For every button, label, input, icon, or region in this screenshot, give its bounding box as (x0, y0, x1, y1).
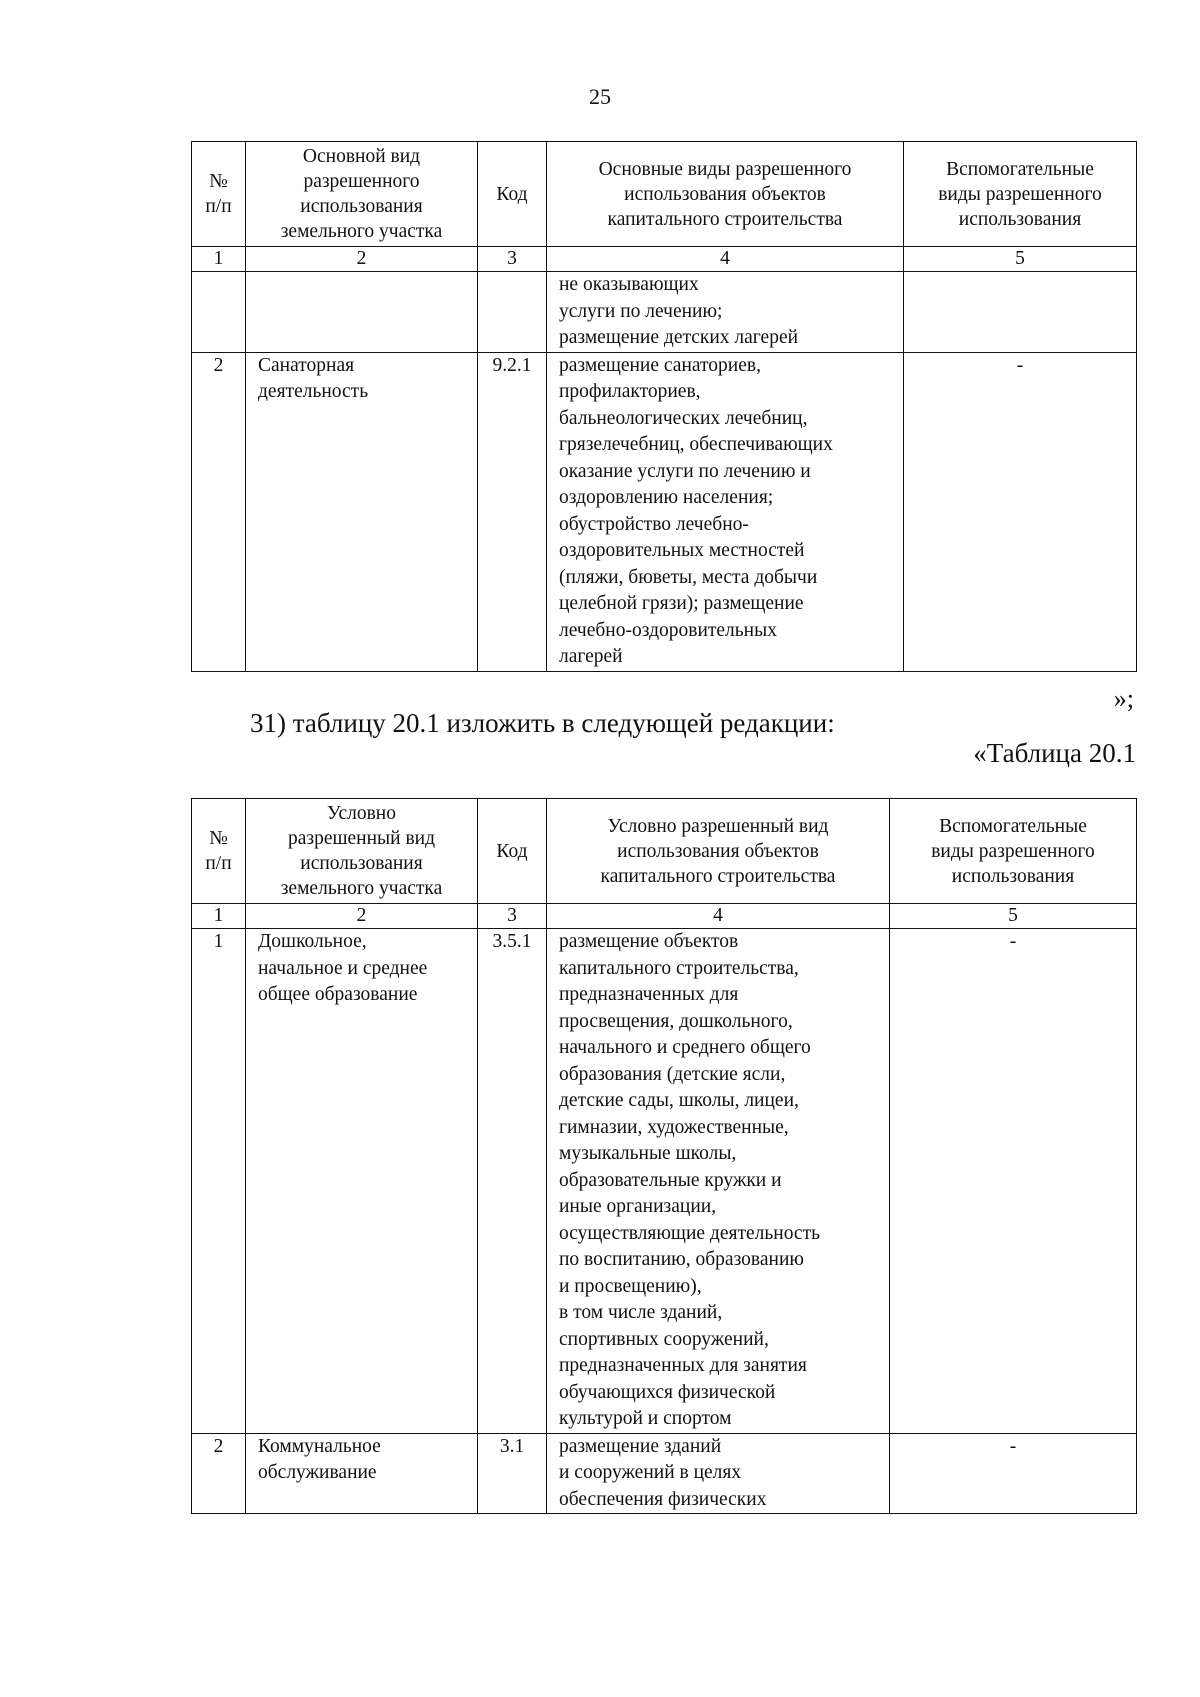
land-use-name (246, 272, 478, 353)
column-number: 3 (478, 247, 547, 272)
column-number: 4 (547, 247, 904, 272)
use-description: размещение зданий и сооружений в целях обеспечения физических (547, 1433, 890, 1514)
header-building-use-types: Условно разрешенный вид использования объектов капитального строительства (547, 799, 890, 904)
header-building-use-types: Основные виды разрешенного использования объектов капитального строительства (547, 142, 904, 247)
auxiliary-use: - (904, 352, 1137, 671)
table-header-row (192, 799, 1137, 904)
use-description: размещение объектов капитального строительства, предназначенных для просвещения, дошкольного, начального и среднего общего образования (детские ясли, детские сады, школы, лицеи, гимназии, художественные, музыкальные школы, образовательные кружки и иные организации, осуществляющие деятельность по воспитанию, образованию и просвещению), в том числе зданий, спортивных сооружений, предназначенных для занятия обучающихся физической культурой и спортом (547, 929, 890, 1434)
column-number: 5 (904, 247, 1137, 272)
table-header-row (192, 142, 1137, 247)
use-code: 9.2.1 (478, 352, 547, 671)
row-number: 2 (192, 1433, 246, 1514)
table-caption: «Таблица 20.1 (973, 738, 1136, 768)
closing-quote: »; (1113, 684, 1134, 713)
use-code: 3.1 (478, 1433, 547, 1514)
page-number: 25 (589, 84, 611, 109)
column-number-row (192, 247, 1137, 272)
column-number: 1 (192, 247, 246, 272)
use-code (478, 272, 547, 353)
row-number: 1 (192, 929, 246, 1434)
header-auxiliary-use: Вспомогательные виды разрешенного использования (890, 799, 1137, 904)
table-row (192, 929, 1137, 1434)
use-code: 3.5.1 (478, 929, 547, 1434)
land-use-name: Дошкольное, начальное и среднее общее образование (246, 929, 478, 1434)
column-number: 5 (890, 904, 1137, 929)
permitted-use-table-main (191, 141, 1137, 672)
header-auxiliary-use: Вспомогательные виды разрешенного использования (904, 142, 1137, 247)
header-num: № п/п (192, 142, 246, 247)
column-number: 1 (192, 904, 246, 929)
header-num: № п/п (192, 799, 246, 904)
row-number: 2 (192, 352, 246, 671)
header-code: Код (478, 142, 547, 247)
auxiliary-use (904, 272, 1137, 353)
use-description: размещение санаториев, профилакториев, бальнеологических лечебниц, грязелечебниц, обеспечивающих оказание услуги по лечению и оздоровлению населения; обустройство лечебно- оздоровительных местностей (пляжи, бюветы, места добычи целебной грязи); размещение лечебно-оздоровительных лагерей (547, 352, 904, 671)
land-use-name: Коммунальное обслуживание (246, 1433, 478, 1514)
header-land-use-type: Условно разрешенный вид использования земельного участка (246, 799, 478, 904)
column-number-row (192, 904, 1137, 929)
column-number: 2 (246, 904, 478, 929)
column-number: 2 (246, 247, 478, 272)
header-code: Код (478, 799, 547, 904)
column-number: 4 (547, 904, 890, 929)
column-number: 3 (478, 904, 547, 929)
header-land-use-type: Основной вид разрешенного использования земельного участка (246, 142, 478, 247)
conditional-use-table (191, 798, 1137, 1514)
use-description: не оказывающих услуги по лечению; размещение детских лагерей (547, 272, 904, 353)
table-row (192, 1433, 1137, 1514)
auxiliary-use: - (890, 1433, 1137, 1514)
amendment-instruction: 31) таблицу 20.1 изложить в следующей редакции: (250, 708, 835, 738)
row-number (192, 272, 246, 353)
land-use-name: Санаторная деятельность (246, 352, 478, 671)
table-row (192, 352, 1137, 671)
table-row (192, 272, 1137, 353)
auxiliary-use: - (890, 929, 1137, 1434)
